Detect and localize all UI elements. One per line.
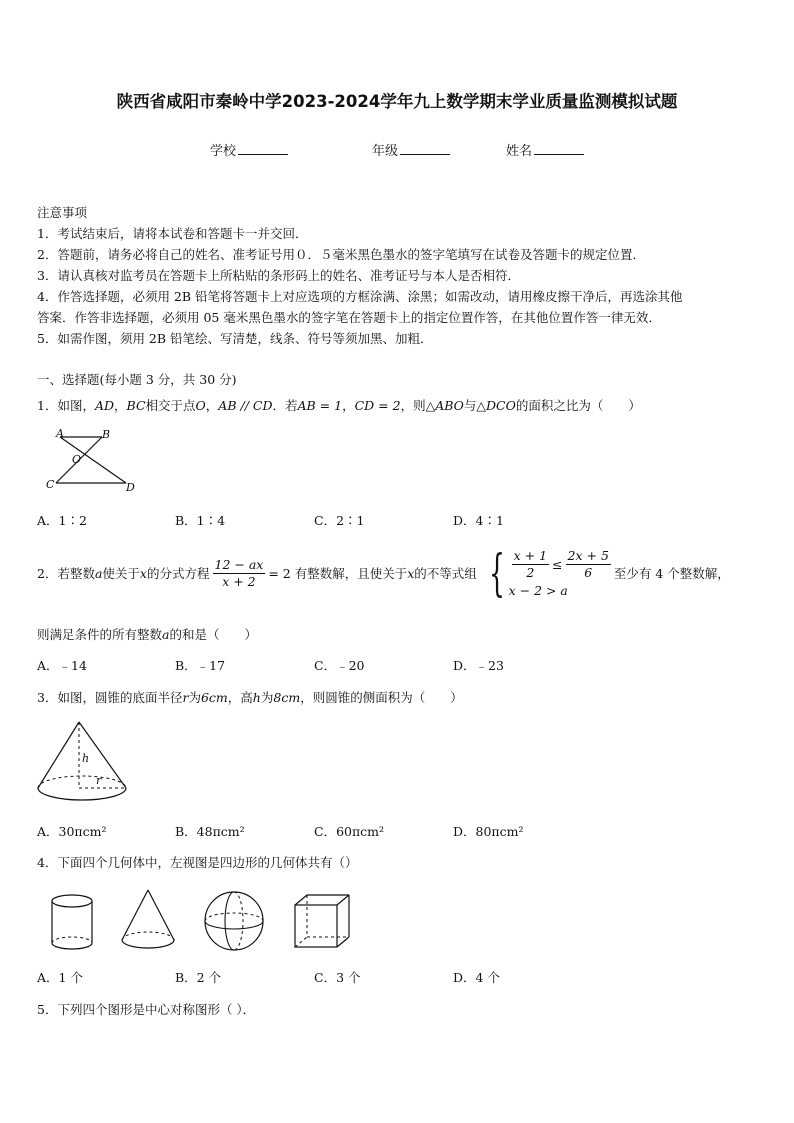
q2-text: 的分式方程 [146,566,210,581]
q3-option-b: B．48πcm² [175,824,245,839]
notice-heading: 注意事项 [37,205,88,220]
q1-text: 1．如图， [37,398,95,413]
q2-text: 的不等式组 [414,566,477,581]
q1-text: 与 [463,398,477,413]
grade-blank [400,142,450,155]
q2-frac [566,548,611,581]
q3-text: ，则圆锥的侧面积为（ ） [300,690,463,705]
q2-math: a [162,627,170,642]
q2-text: 则满足条件的所有整数 [37,627,163,642]
question-2-line2 [37,625,257,643]
school-field [210,140,288,159]
sphere-meridian-back [234,892,243,950]
q3-option-d: D．80πcm² [453,824,524,839]
q2-frac-den: 2 [526,565,535,580]
q1-math: AD [94,398,115,413]
point-label-c: C [46,478,55,491]
point-label-b: B [102,428,111,441]
q1-math: BC [126,398,146,413]
q2-frac-den: x + 2 [222,573,256,589]
sphere-icon [203,890,265,952]
q1-text: ．若 [272,398,298,413]
q1-text: ， [205,398,219,413]
q2-inequality-2: x − 2 > a [508,583,568,598]
cone-icon [120,888,176,954]
notice-item: 4．作答选择题，必须用 2B 铅笔将答题卡上对应选项的方框涂满、涂黑；如需改动，请用橡皮擦干净后，再选涂其他 [37,289,683,304]
q1-text: ， [342,398,355,413]
q3-math: r [182,690,189,705]
q2-math: x [407,565,415,581]
q2-option-d: D．﹣23 [453,658,504,673]
q1-text: 相交于点 [145,398,196,413]
q1-math: AB // CD [218,398,273,413]
cylinder-icon [50,893,96,953]
q1-text: 的面积之比为（ ） [515,398,641,413]
cone-label-r: r [96,774,102,787]
q2-fraction [213,557,266,590]
q3-text: ，高 [227,690,253,705]
sphere-meridian-front [225,892,234,950]
q1-math: O [195,398,206,413]
q2-text: 使关于 [102,566,140,581]
q1-figure [40,425,150,495]
cone-label-h: h [82,752,90,765]
q4-option-d: D．4 个 [453,970,500,985]
name-field [506,140,584,159]
q1-math: CD = 2 [354,398,401,413]
q3-math: 8cm [273,690,301,705]
cone-base-back [38,776,126,788]
cube-front [295,905,337,947]
cylinder-bottom-back [52,937,92,943]
q2-inequality-1 [509,548,614,581]
q2-text: = 2 有整数解，且使关于 [268,566,408,581]
q1-text: ，则 [400,398,426,413]
q2-ineq-op: ≤ [552,557,563,572]
question-5-text: 5．下列四个图形是中心对称图形（ ）． [37,1002,256,1017]
cylinder-top [52,895,92,907]
cone2-base-back [122,932,174,940]
q1-option-d: D．4∶1 [453,513,504,528]
point-label-d: D [126,481,135,494]
q1-math: AB = 1 [297,398,343,413]
page-title: 陕西省咸阳市秦岭中学2023-2024学年九上数学期末学业质量监测模拟试题 [116,92,678,111]
q2-frac-num: 2x + 5 [567,548,609,563]
q2-math: x [139,565,147,581]
school-blank [238,142,288,155]
cube-edge [337,895,349,905]
q4-option-a: A．1 个 [37,970,83,985]
q3-option-a: A．30πcm² [37,824,107,839]
q2-frac-num: 12 − ax [214,556,264,572]
q2-frac [512,548,549,581]
q3-cone-figure [36,718,132,808]
cone2-base-front [122,940,174,948]
left-brace-icon: { [488,544,505,602]
q4-option-c: C．3 个 [314,970,361,985]
question-3-text [37,688,463,706]
q2-frac-den: 6 [584,565,593,580]
q2-math: a [94,565,103,581]
question-2-text [37,541,730,605]
q1-option-a: A．1∶2 [37,513,87,528]
q2-text: 至少有 4 个整数解， [613,566,730,581]
cube-icon [293,893,353,949]
q1-math: △ABO [425,398,464,413]
q1-option-b: B．1∶4 [175,513,226,528]
question-4-text: 4．下面四个几何体中，左视图是四边形的几何体共有（） [37,855,358,870]
grade-label: 年级 [372,144,399,159]
name-blank [534,142,584,155]
segment-ad [60,437,126,483]
q3-math: h [252,690,261,705]
section-heading: 一、选择题(每小题 3 分，共 30 分) [37,372,237,387]
q2-option-c: C．﹣20 [314,658,365,673]
q1-option-c: C．2∶1 [314,513,365,528]
q4-option-b: B．2 个 [175,970,222,985]
point-label-o: O [72,453,82,466]
q2-option-b: B．﹣17 [175,658,226,673]
q3-text: 为 [188,690,201,705]
sphere-equator-back [205,913,263,921]
name-label: 姓名 [506,144,533,159]
q3-math: 6cm [200,690,228,705]
cube-hidden-edge [295,937,307,947]
q2-text: 2．若整数 [37,566,95,581]
grade-field [372,140,450,159]
cone-base-front [38,788,126,800]
notice-item: 1．考试结束后，请将本试卷和答题卡一并交回． [37,226,308,241]
question-1-text [37,396,641,414]
q3-text: 为 [260,690,274,705]
q1-text: ， [114,398,127,413]
q1-math: △DCO [476,398,516,413]
notice-item: 3．请认真核对监考员在答题卡上所粘贴的条形码上的姓名、准考证号与本人是否相符． [37,268,520,283]
q2-option-a: A．﹣14 [37,658,87,673]
q3-option-c: C．60πcm² [314,824,385,839]
notice-item: 答案．作答非选择题，必须用 05 毫米黑色墨水的签字笔在答题卡上的指定位置作答，在其他位置作答一律无效． [37,310,661,325]
cube-edge [337,937,349,947]
q2-inequality-system [481,544,614,602]
cylinder-bottom-front [52,943,92,949]
notice-item: 2．答题前，请务必将自己的姓名、准考证号用０．５毫米黑色墨水的签字笔填写在试卷及答题卡的规定位置． [37,247,645,262]
school-label: 学校 [210,144,237,159]
sphere-outline [205,892,263,950]
notice-item: 5．如需作图，须用 2B 铅笔绘、写清楚，线条、符号等须加黑、加粗． [37,331,433,346]
cube-edge [295,895,307,905]
q2-text: 的和是（ ） [169,627,257,642]
q2-frac-num: x + 1 [513,548,548,563]
sphere-equator-front [205,921,263,929]
q3-text: 3．如图，圆锥的底面半径 [37,690,183,705]
point-label-a: A [56,427,64,440]
